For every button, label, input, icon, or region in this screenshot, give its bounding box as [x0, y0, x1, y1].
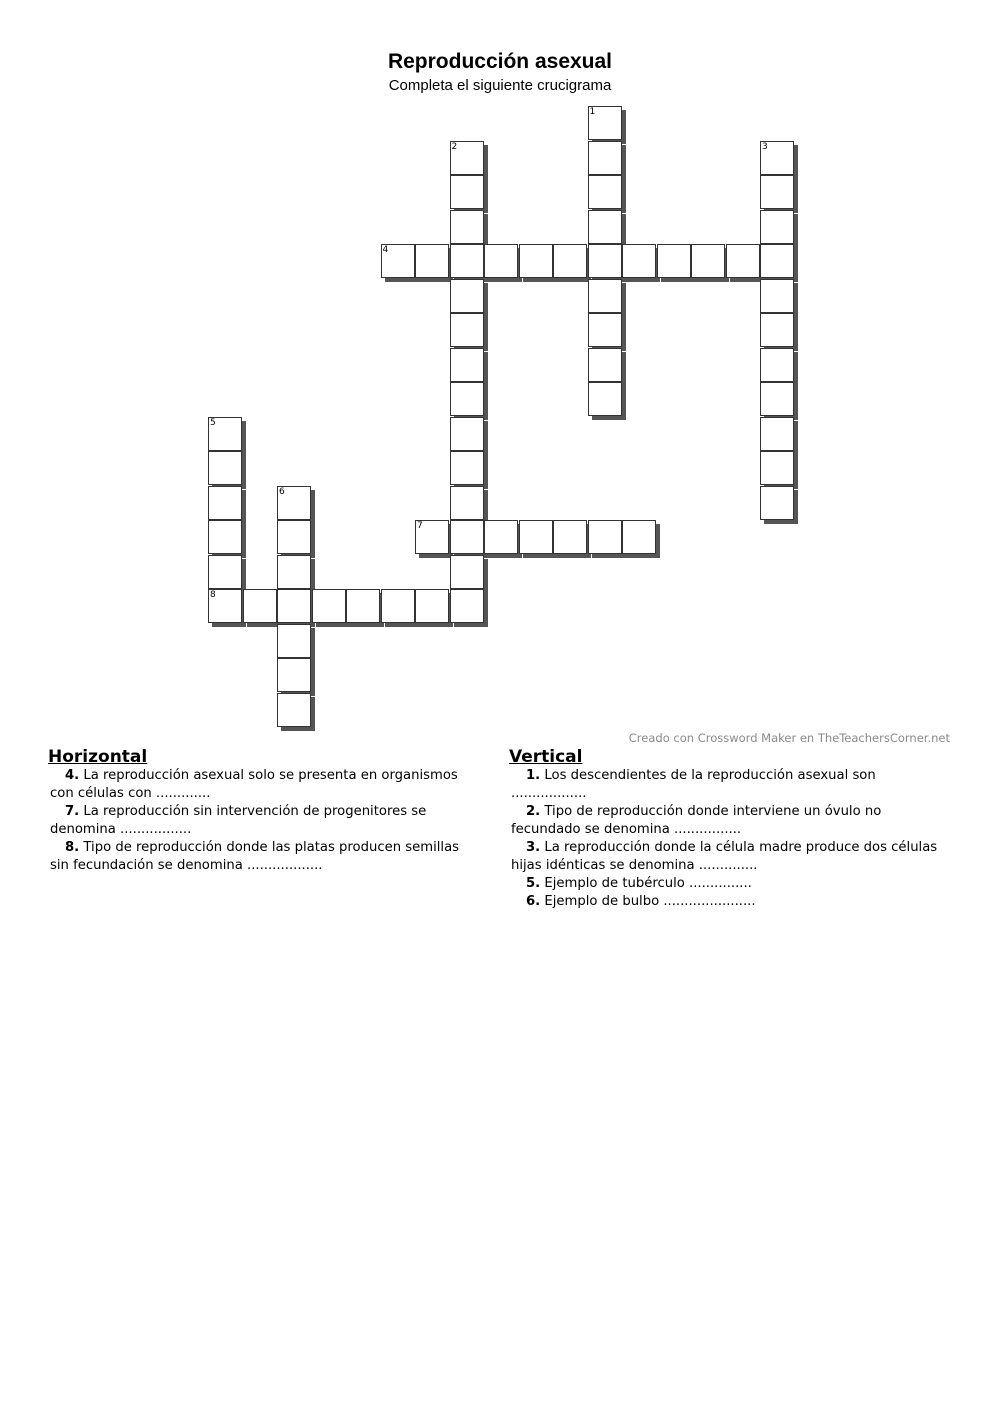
- crossword-cell[interactable]: [277, 658, 311, 692]
- clue-text: La reproducción donde la célula madre produce dos células hijas idénticas se denomina ..............: [511, 840, 938, 873]
- cell-number: 1: [589, 107, 596, 117]
- crossword-cell[interactable]: [450, 486, 484, 520]
- crossword-cell[interactable]: [450, 244, 484, 278]
- crossword-cell[interactable]: [312, 589, 346, 623]
- crossword-cell[interactable]: [208, 555, 242, 589]
- crossword-cell[interactable]: [450, 279, 484, 313]
- vertical-heading: Vertical: [509, 747, 583, 767]
- crossword-cell[interactable]: [553, 520, 587, 554]
- crossword-cell[interactable]: [415, 520, 449, 554]
- crossword-cell[interactable]: [519, 520, 553, 554]
- crossword-cell[interactable]: [760, 210, 794, 244]
- clue-number: 3.: [526, 840, 541, 855]
- crossword-cell[interactable]: [277, 589, 311, 623]
- crossword-cell[interactable]: [381, 589, 415, 623]
- crossword-cell[interactable]: [588, 520, 622, 554]
- crossword-cell[interactable]: [277, 624, 311, 658]
- crossword-cell[interactable]: [450, 520, 484, 554]
- crossword-cell[interactable]: [760, 417, 794, 451]
- cell-number: 7: [417, 521, 423, 531]
- crossword-cell[interactable]: [450, 382, 484, 416]
- crossword-cell[interactable]: [760, 486, 794, 520]
- cell-number: 5: [210, 417, 216, 428]
- crossword-cell[interactable]: [760, 244, 794, 278]
- clue-item: [50, 839, 470, 875]
- clue-number: 5.: [526, 876, 541, 891]
- clue-item: [511, 839, 941, 875]
- crossword-cell[interactable]: [588, 141, 622, 175]
- cell-number: 3: [762, 141, 768, 152]
- crossword-cell[interactable]: [208, 589, 242, 623]
- crossword-cell[interactable]: [208, 486, 242, 520]
- crossword-cell[interactable]: [450, 417, 484, 451]
- crossword-cell[interactable]: [657, 244, 691, 278]
- crossword-cell[interactable]: [277, 693, 311, 727]
- crossword-cell[interactable]: [726, 244, 760, 278]
- crossword-cell[interactable]: [450, 141, 484, 175]
- clue-number: 4.: [65, 768, 80, 783]
- crossword-cell[interactable]: [450, 313, 484, 347]
- crossword-cell[interactable]: [553, 244, 587, 278]
- clue-item: [511, 875, 941, 893]
- credit-text: Creado con Crossword Maker en TheTeachersCorner.net: [628, 731, 950, 745]
- crossword-cell[interactable]: [760, 279, 794, 313]
- crossword-cell[interactable]: [450, 589, 484, 623]
- crossword-cell[interactable]: [484, 244, 518, 278]
- clue-number: 8.: [65, 840, 80, 855]
- crossword-cell[interactable]: [760, 313, 794, 347]
- crossword-cell[interactable]: [760, 348, 794, 382]
- clue-number: 1.: [526, 768, 541, 783]
- crossword-cell[interactable]: [588, 348, 622, 382]
- crossword-cell[interactable]: [588, 279, 622, 313]
- vertical-clues: [511, 767, 941, 911]
- crossword-cell[interactable]: [277, 486, 311, 520]
- crossword-cell[interactable]: [760, 382, 794, 416]
- clue-number: 6.: [526, 894, 541, 909]
- crossword-cell[interactable]: [588, 244, 622, 278]
- crossword-cell[interactable]: [691, 244, 725, 278]
- crossword-cell[interactable]: [519, 244, 553, 278]
- crossword-cell[interactable]: [450, 210, 484, 244]
- crossword-cell[interactable]: [346, 589, 380, 623]
- crossword-cell[interactable]: [760, 175, 794, 209]
- horizontal-clues: [50, 767, 470, 875]
- crossword-cell[interactable]: [484, 520, 518, 554]
- clue-text: Ejemplo de tubérculo ...............: [544, 876, 752, 891]
- clue-text: Tipo de reproducción donde interviene un óvulo no fecundado se denomina ................: [511, 804, 882, 837]
- clue-item: [50, 767, 470, 803]
- crossword-cell[interactable]: [208, 520, 242, 554]
- crossword-cell[interactable]: [208, 417, 242, 451]
- cell-number: 2: [451, 141, 458, 152]
- crossword-cell[interactable]: [588, 313, 622, 347]
- crossword-cell[interactable]: [622, 244, 656, 278]
- clue-text: Los descendientes de la reproducción asexual son ..................: [511, 768, 876, 801]
- crossword-cell[interactable]: [208, 451, 242, 485]
- clue-number: 7.: [65, 804, 80, 819]
- crossword-cell[interactable]: [760, 451, 794, 485]
- clue-number: 2.: [526, 804, 541, 819]
- crossword-cell[interactable]: [381, 244, 415, 278]
- page-subtitle: Completa el siguiente crucigrama: [388, 77, 612, 94]
- clue-item: [511, 767, 941, 803]
- clue-text: Ejemplo de bulbo ......................: [544, 894, 756, 909]
- crossword-cell[interactable]: [243, 589, 277, 623]
- crossword-cell[interactable]: [588, 210, 622, 244]
- clue-text: Tipo de reproducción donde las platas producen semillas sin fecundación se denomina ..................: [50, 840, 460, 873]
- crossword-cell[interactable]: [450, 555, 484, 589]
- clue-text: La reproducción sin intervención de progenitores se denomina .................: [50, 804, 427, 837]
- cell-number: 6: [279, 486, 285, 497]
- crossword-cell[interactable]: [588, 175, 622, 209]
- clue-item: [50, 803, 470, 839]
- cell-number: 4: [382, 245, 389, 255]
- crossword-cell[interactable]: [450, 451, 484, 485]
- crossword-cell[interactable]: [450, 348, 484, 382]
- cell-number: 8: [210, 590, 216, 600]
- clue-item: [511, 803, 941, 839]
- crossword-cell[interactable]: [588, 106, 622, 140]
- crossword-cell[interactable]: [450, 175, 484, 209]
- horizontal-heading: Horizontal: [48, 747, 148, 767]
- crossword-cell[interactable]: [277, 555, 311, 589]
- crossword-cell[interactable]: [588, 382, 622, 416]
- clue-text: La reproducción asexual solo se presenta en organismos con células con .............: [50, 768, 458, 801]
- crossword-cell[interactable]: [415, 244, 449, 278]
- clue-item: [511, 893, 941, 911]
- crossword-cell[interactable]: [415, 589, 449, 623]
- crossword-cell[interactable]: [760, 141, 794, 175]
- crossword-cell[interactable]: [277, 520, 311, 554]
- page-title: Reproducción asexual: [387, 50, 613, 73]
- crossword-cell[interactable]: [622, 520, 656, 554]
